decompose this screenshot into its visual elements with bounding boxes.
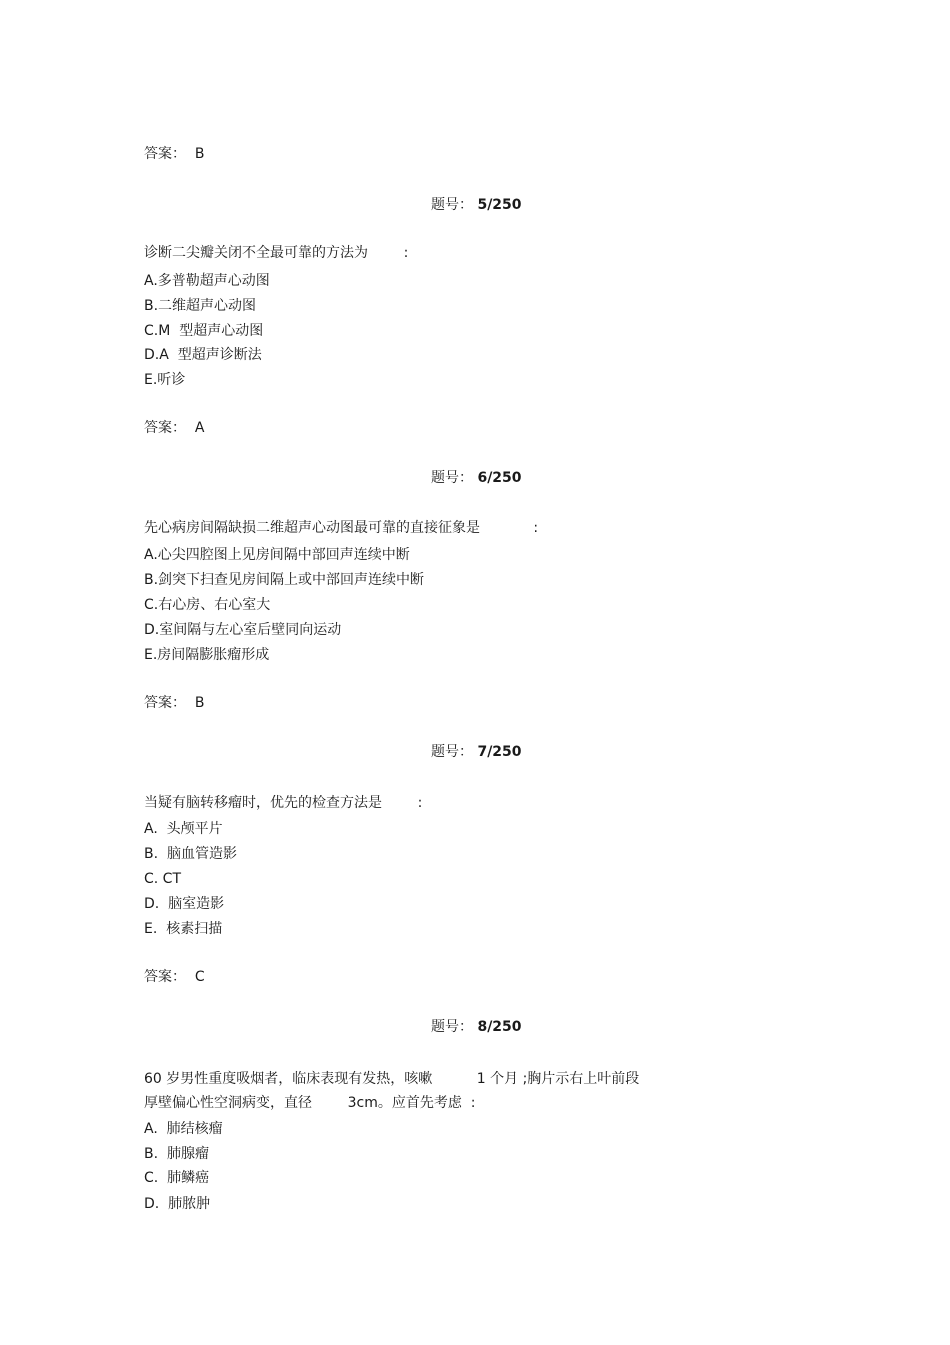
question-number: 8/250	[477, 1019, 522, 1035]
option-7-c: C. CT	[144, 871, 182, 887]
question-stem-7: 当疑有脑转移瘤时，优先的检查方法是 :	[144, 795, 423, 811]
question-label: 题号：	[431, 197, 473, 213]
question-label: 题号：	[431, 744, 473, 760]
answer-q4: 答案： B	[144, 146, 205, 162]
question-label: 题号：	[431, 1019, 473, 1035]
option-7-e: E. 核素扫描	[144, 921, 223, 937]
option-7-d: D. 脑室造影	[144, 896, 225, 912]
question-stem-8-line1: 60 岁男性重度吸烟者，临床表现有发热，咳嗽 1 个月 ;胸片示右上叶前段	[144, 1071, 640, 1087]
question-header-8	[431, 1018, 522, 1036]
question-number: 5/250	[477, 197, 522, 213]
question-header-6	[431, 469, 522, 487]
question-stem-8-line2: 厚壁偏心性空洞病变，直径 3cm。应首先考虑 :	[144, 1095, 476, 1111]
option-8-d: D. 肺脓肿	[144, 1196, 211, 1212]
option-8-c: C. 肺鳞癌	[144, 1170, 210, 1186]
question-label: 题号：	[431, 470, 473, 486]
option-5-b: B.二维超声心动图	[144, 298, 257, 314]
question-header-5	[431, 196, 522, 214]
option-7-a: A. 头颅平片	[144, 821, 223, 837]
option-6-a: A.心尖四腔图上见房间隔中部回声连续中断	[144, 547, 410, 563]
question-number: 7/250	[477, 744, 522, 760]
option-6-e: E.房间隔膨胀瘤形成	[144, 647, 270, 663]
question-header-7	[431, 743, 522, 761]
option-6-d: D.室间隔与左心室后壁同向运动	[144, 622, 342, 638]
option-5-a: A.多普勒超声心动图	[144, 273, 270, 289]
option-5-c: C.M 型超声心动图	[144, 323, 264, 339]
option-8-a: A. 肺结核瘤	[144, 1121, 223, 1137]
option-6-c: C.右心房、右心室大	[144, 597, 271, 613]
answer-q6: 答案： B	[144, 695, 205, 711]
option-7-b: B. 脑血管造影	[144, 846, 237, 862]
option-5-d: D.A 型超声诊断法	[144, 347, 262, 363]
question-stem-5: 诊断二尖瓣关闭不全最可靠的方法为 :	[144, 245, 409, 261]
answer-q5: 答案： A	[144, 420, 205, 436]
question-stem-6: 先心病房间隔缺损二维超声心动图最可靠的直接征象是 :	[144, 520, 539, 536]
option-8-b: B. 肺腺瘤	[144, 1146, 209, 1162]
option-6-b: B.剑突下扫查见房间隔上或中部回声连续中断	[144, 572, 425, 588]
option-5-e: E.听诊	[144, 372, 186, 388]
answer-q7: 答案： C	[144, 969, 205, 985]
question-number: 6/250	[477, 470, 522, 486]
